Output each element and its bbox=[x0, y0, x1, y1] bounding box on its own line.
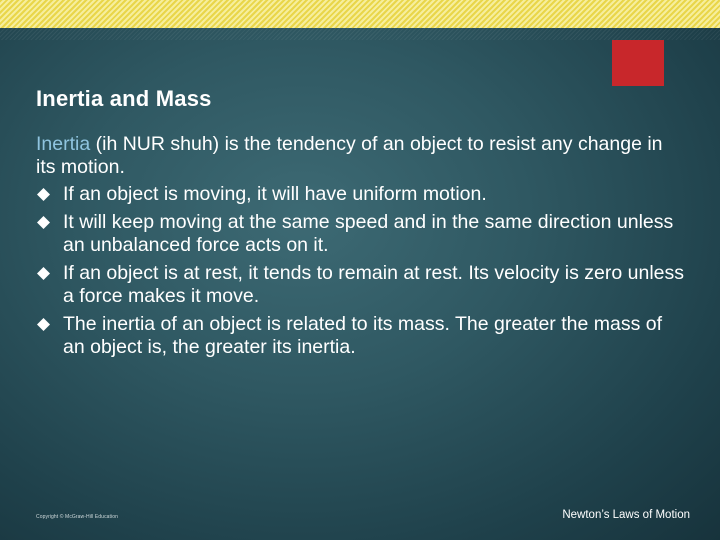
slide-title: Inertia and Mass bbox=[36, 86, 212, 111]
top-stripe-decoration bbox=[0, 0, 720, 28]
accent-square-decoration bbox=[612, 40, 664, 86]
diamond-bullet-icon bbox=[37, 318, 50, 331]
intro-term: Inertia bbox=[36, 133, 91, 155]
diamond-bullet-icon bbox=[37, 267, 50, 280]
bullet-list bbox=[36, 183, 686, 359]
bullet-text: If an object is moving, it will have uniform motion. bbox=[63, 183, 487, 205]
diamond-bullet-icon bbox=[37, 216, 50, 229]
bullet-item bbox=[36, 262, 686, 308]
copyright-notice: Copyright © McGraw-Hill Education bbox=[36, 514, 119, 520]
bullet-text: If an object is at rest, it tends to remain at rest. Its velocity is zero unless a force makes it move. bbox=[63, 262, 685, 307]
intro-paragraph bbox=[36, 133, 686, 179]
diamond-bullet-icon bbox=[37, 188, 50, 201]
bullet-item bbox=[36, 183, 686, 206]
bullet-item bbox=[36, 211, 686, 257]
intro-text: (ih NUR shuh) is the tendency of an object to resist any change in its motion. bbox=[36, 133, 663, 178]
bullet-item bbox=[36, 313, 686, 359]
slide-body bbox=[36, 133, 686, 364]
section-footer: Newton’s Laws of Motion bbox=[562, 509, 690, 521]
bullet-text: The inertia of an object is related to its mass. The greater the mass of an object is, the greater its inertia. bbox=[63, 313, 663, 358]
top-rule-decoration bbox=[0, 28, 720, 40]
bullet-text: It will keep moving at the same speed and in the same direction unless an unbalanced force acts on it. bbox=[63, 211, 674, 256]
